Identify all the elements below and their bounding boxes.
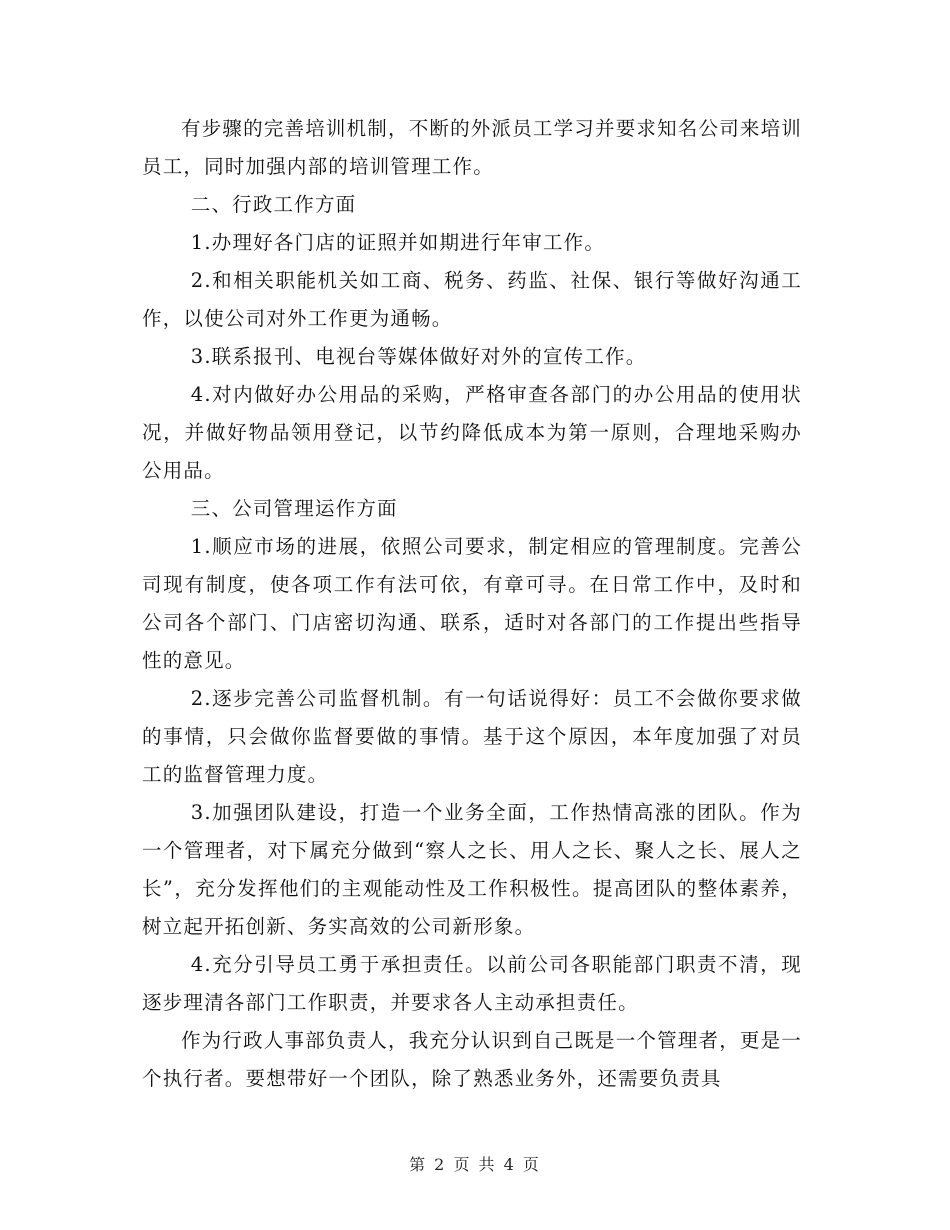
list-item-management-3: 3.加强团队建设，打造一个业务全面，工作热情高涨的团队。作为一个管理者，对下属充分做到“察人之长、用人之长、聚人之长、展人之长”，充分发挥他们的主观能动性及工作积极性。提高团队的整体素养，树立起开拓创新、务实高效的公司新形象。 bbox=[142, 801, 802, 938]
page-number: 第 2 页 共 4 页 bbox=[409, 1155, 541, 1174]
section-heading-admin: 二、行政工作方面 bbox=[190, 193, 357, 216]
list-item-admin-3: 3.联系报刊、电视台等媒体做好对外的宣传工作。 bbox=[190, 345, 647, 368]
paragraph-role: 作为行政人事部负责人，我充分认识到自己既是一个管理者，更是一个执行者。要想带好一个团队，除了熟悉业务外，还需要负责具 bbox=[142, 1029, 803, 1090]
list-item-admin-2: 2.和相关职能机关如工商、税务、药监、社保、银行等做好沟通工作，以使公司对外工作更为通畅。 bbox=[142, 269, 802, 330]
section-heading-management: 三、公司管理运作方面 bbox=[190, 497, 398, 520]
list-item-management-1: 1.顺应市场的进展，依照公司要求，制定相应的管理制度。完善公司现有制度，使各项工作有法可依，有章可寻。在日常工作中，及时和公司各个部门、门店密切沟通、联系，适时对各部门的工作提出些指导性的意见。 bbox=[142, 535, 802, 672]
list-item-management-2: 2.逐步完善公司监督机制。有一句话说得好：员工不会做你要求做的事情，只会做你监督要做的事情。基于这个原因，本年度加强了对员工的监督管理力度。 bbox=[142, 687, 802, 786]
list-item-admin-1: 1.办理好各门店的证照并如期进行年审工作。 bbox=[190, 231, 606, 254]
list-item-management-4: 4.充分引导员工勇于承担责任。以前公司各职能部门职责不清，现逐步理清各部门工作职责，并要求各人主动承担责任。 bbox=[142, 953, 802, 1014]
paragraph-training: 有步骤的完善培训机制，不断的外派员工学习并要求知名公司来培训员工，同时加强内部的培训管理工作。 bbox=[142, 117, 803, 178]
document-body bbox=[142, 110, 802, 1098]
list-item-admin-4: 4.对内做好办公用品的采购，严格审查各部门的办公用品的使用状况，并做好物品领用登记，以节约降低成本为第一原则，合理地采购办公用品。 bbox=[142, 383, 802, 482]
